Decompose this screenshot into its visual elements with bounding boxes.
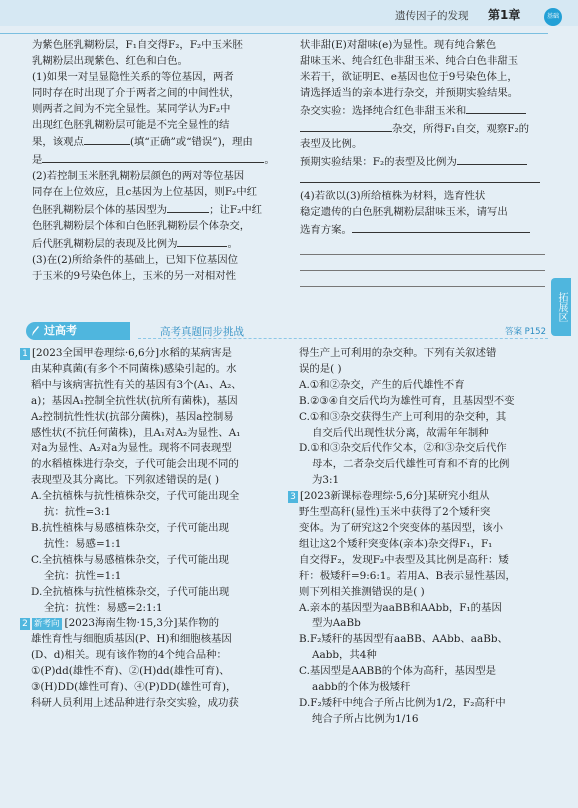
answer-page-link[interactable]: 答案 P152 [504,327,546,337]
side-tab-extension[interactable]: 拓展区 [551,278,571,336]
option-a[interactable]: A.全抗植株与抗性植株杂交，子代可能出现全 [31,490,240,503]
text-line: 杂交，所得F₁自交，观察F₂的 [300,120,545,138]
text-line [300,171,545,189]
question-2-line: 误的是( ) [299,362,342,375]
answer-line[interactable] [300,271,545,287]
question-1-line: 1 [2023全国甲卷理综·6,6分]水稻的某病害是 [20,346,290,362]
option-d-cont: 为3:1 [312,474,340,487]
option-a-cont: 抗：抗性=3:1 [44,506,111,519]
text-line: 表型及比例。 [300,138,363,151]
question-2-line: 2 新考向 [2023海南生物·15,3分]某作物的 [20,616,290,632]
text-line: 米若干，欲证明E、e基因也位于9号染色体上， [300,70,518,83]
header-divider [0,33,548,34]
question-3-line: 自交得F₂，发现F₂中表型及其比例是高秆：矮 [299,553,509,566]
top-left-column [32,38,290,285]
text-line: 同存在上位效应，且c基因为上位基因，则F₂中红 [32,186,258,199]
text-line: 甜味玉米、纯合红色非甜玉米、纯合白色非甜玉 [300,54,519,67]
bottom-right-column [288,346,546,728]
question-3-line: 组让这2个矮秆突变体(亲本)杂交得F₁，F₁ [299,537,493,550]
question-number: 3 [288,491,298,503]
option-c-cont: aabb的个体为极矮秆 [312,681,411,694]
option-d-cont: 全抗：抗性：易感=2:1:1 [44,601,163,614]
question-3-line: 3 [2023新课标卷理综·5,6分]某研究小组从 [288,489,546,505]
text-line: 选育方案。 [300,221,545,239]
option-a[interactable]: A.亲本的基因型为aaBB和AAbb，F₁的基因 [299,601,502,614]
pen-icon [30,325,40,337]
text-line: 于玉米的9号染色体上，玉米的另一对相对性 [32,269,237,282]
question-2-line: (D、d)相关。现有该作物的4个纯合品种： [31,649,227,662]
question-2-line: 科研人员利用上述品种进行杂交实验，成功获 [31,696,239,709]
top-right-column [300,38,545,287]
question-1-line: 感性状(不抗任何菌株)，且A₁对A₂为显性、A₁ [31,426,241,439]
section-title: 遗传因子的发现 [395,10,469,22]
text-line: 则两者之间为不完全显性。某同学认为F₂中 [32,102,231,115]
chapter-badge-icon: 基础 [544,8,562,26]
question-1-line: 表现型及其分离比。下列叙述错误的是( ) [31,474,220,487]
option-d[interactable]: D.F₂矮秆中纯合子所占比例为1/2，F₂高秆中 [299,696,506,709]
question-1-line: 的水稻植株进行杂交，子代可能会出现不同的 [31,458,239,471]
option-c[interactable]: C.①和③杂交获得生产上可利用的杂交种，其 [299,410,507,423]
answer-blank[interactable] [466,102,526,114]
text-line: 杂交实验：选择纯合红色非甜玉米和 [300,102,545,120]
option-b[interactable]: B.②③④自交后代均为雄性可育，且基因型不变 [299,394,515,407]
text-line: 出现红色胚乳糊粉层可能是不完全显性的结 [32,118,230,131]
text-line: (4)若欲以(3)所给植株为材料，选育性状 [300,190,486,203]
bottom-left-column [20,346,290,712]
question-2-line: 得生产上可利用的杂交种。下列有关叙述错 [299,347,497,359]
option-c[interactable]: C.全抗植株与易感植株杂交，子代可能出现 [31,553,229,566]
answer-line[interactable] [300,255,545,271]
question-1-line: 对a为显性、A₂对a为显性。现将不同表现型 [31,442,232,455]
answer-line[interactable] [300,239,545,255]
band-subtitle: 高考真题同步挑战 [160,326,244,338]
text-line: 稳定遗传的白色胚乳糊粉层甜味玉米，请写出 [300,206,508,219]
option-b-cont: 抗性：易感=1:1 [44,537,122,550]
text-line: 色胚乳糊粉层个体的基因型为 ；让F₂中红 [32,201,290,219]
answer-blank[interactable] [300,120,392,132]
question-1-line: a)；基因A₁控制全抗性状(抗所有菌株)，基因 [31,394,238,407]
question-number: 2 [20,618,30,630]
answer-blank[interactable] [42,151,264,163]
option-d[interactable]: D.①和③杂交后代作父本，②和③杂交后代作 [299,442,507,455]
text-line: 乳糊粉层出现紫色、红色和白色。 [32,54,188,67]
question-2-line: 雄性育性与细胞质基因(P、H)和细胞核基因 [31,633,232,646]
option-a-cont: 型为AaBb [312,617,361,630]
text-line: (1)如果一对呈显隐性关系的等位基因，两者 [32,70,234,83]
question-2-line: ①(P)dd(雄性不育)、②(H)dd(雄性可育)、 [31,665,230,678]
text-line: 为紫色胚乳糊粉层，F₁自交得F₂，F₂中玉米胚 [32,39,243,51]
question-1-line: 稻中与该病害抗性有关的基因有3个(A₁、A₂、 [31,378,242,391]
answer-blank[interactable] [457,153,527,165]
answer-blank[interactable] [300,171,540,183]
text-line: 是 。 [32,151,290,169]
question-number: 1 [20,348,30,360]
question-1-line: A₂控制抗性性状(抗部分菌株)，基因a控制易 [31,410,234,423]
answer-blank[interactable] [167,201,209,213]
option-c-cont: 自交后代出现性状分离，故需年年制种 [312,426,489,439]
answer-blank[interactable] [177,235,227,247]
option-c[interactable]: C.基因型是AABB的个体为高秆，基因型是 [299,665,497,678]
text-line: (2)若控制玉米胚乳糊粉层颜色的两对等位基因 [32,170,245,183]
option-b[interactable]: B.抗性植株与易感植株杂交，子代可能出现 [31,521,229,534]
text-line: 预期实验结果：F₂的表型及比例为 [300,153,545,171]
text-line: 后代胚乳糊粉层的表现及比例为 。 [32,235,290,253]
option-d-cont: 纯合子所占比例为1/16 [312,712,419,725]
text-line: 状非甜(E)对甜味(e)为显性。现有纯合紫色 [300,39,497,51]
question-3-line: 秆：极矮秆=9:6:1。若用A、B表示显性基因， [299,569,516,582]
option-b-cont: Aabb，共4种 [312,649,377,662]
text-line: 同时存在时出现了介于两者之间的中间性状， [32,86,240,99]
text-line: (3)在(2)所给条件的基础上，已知下位基因位 [32,253,239,266]
option-b[interactable]: B.F₂矮秆的基因型有aaBB、AAbb、aaBb、 [299,633,508,646]
band-label: 过高考 [26,322,130,340]
option-d[interactable]: D.全抗植株与抗性植株杂交，子代可能出现 [31,585,230,598]
section-band [26,322,546,340]
question-3-line: 则下列相关推测错误的是( ) [299,585,425,598]
chapter-label: 第1章 [488,8,521,22]
band-divider [138,338,548,339]
answer-blank[interactable] [352,221,530,233]
question-3-line: 变体。为了研究这2个突变体的基因型，该小 [299,521,504,534]
text-line: 果，该观点 (填“正确”或“错误”)，理由 [32,133,290,151]
text-line: 请选择适当的亲本进行杂交，并预期实验结果。 [300,86,519,99]
option-d-cont: 母本，二者杂交后代雄性可育和不育的比例 [312,458,510,471]
new-direction-tag: 新考向 [34,619,60,630]
text-line: 色胚乳糊粉层个体和白色胚乳糊粉层个体杂交， [32,219,251,232]
option-a[interactable]: A.①和②杂交，产生的后代雄性不育 [299,378,465,391]
question-1-line: 由某种真菌(有多个不同菌株)感染引起的。水 [31,362,237,375]
question-3-line: 野生型高秆(显性)玉米中获得了2个矮秆突 [299,506,491,519]
question-2-line: ③(H)DD(雄性可育)、④(P)DD(雄性可育)， [31,681,237,694]
option-c-cont: 全抗：抗性=1:1 [44,569,122,582]
answer-blank[interactable] [84,133,130,145]
